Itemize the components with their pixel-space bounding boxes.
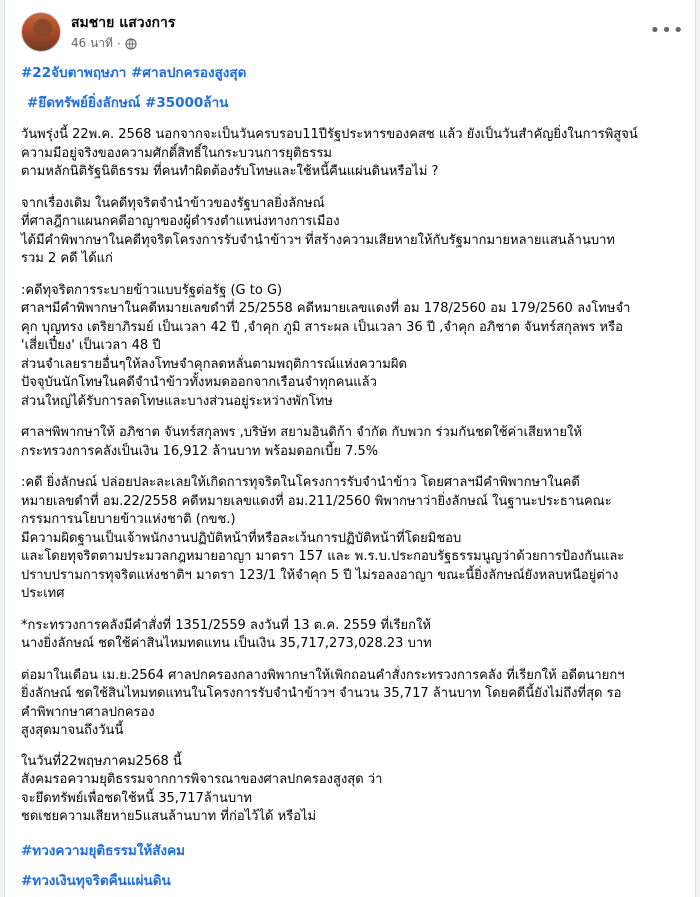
text-line: คุก บุญทรง เตริยาภิรมย์ เป็นเวลา 42 ปี ,จำคุก ภูมิ สาระผล เป็นเวลา 36 ปี ,จำคุก อภิชาต จันทร์สกุลพร หรือ (21, 319, 623, 335)
post-paragraph (21, 126, 689, 182)
text-line: กรรมการนโยบายข้าวแห่งชาติ (กขช.) (21, 512, 236, 527)
text-line: กระทรวงการคลังเป็นเงิน 16,912 ล้านบาท พร้อมดอกเบี้ย 7.5% (21, 443, 379, 459)
text-line: จากเรื่องเดิม ในคดีทุจริตจำนำข้าวของรัฐบาลยิ่งลักษณ์ (21, 195, 325, 211)
hashtag-link[interactable]: #ศาลปกครองสูงสุด (131, 65, 247, 81)
text-line: :คดี ยิ่งลักษณ์ ปล่อยปละละเลยให้เกิดการทุจริตในโครงการรับจำนำข้าว โดยศาลฯมีคำพิพากษาในคดี (21, 475, 580, 490)
post-paragraph (21, 474, 689, 604)
hashtag-line-2 (21, 93, 689, 113)
hashtag-link[interactable]: #22จับตาพฤษภา (21, 65, 127, 81)
text-line: และโดยทุจริตตามประมวลกฎหมายอาญา มาตรา 157 และ พ.ร.บ.ประกอบรัฐธรรมนูญว่าด้วยการป้องกันและ (21, 549, 625, 564)
post-paragraph (21, 667, 689, 741)
hashtag-line-3 (21, 841, 689, 861)
post-time[interactable]: 46 นาที (71, 36, 113, 50)
text-line: มีความผิดฐานเป็นเจ้าพนักงานปฏิบัติหน้าที่หรือละเว้นการปฏิบัติหน้าที่โดยมิชอบ (21, 530, 462, 546)
text-line: นางยิ่งลักษณ์ ชดใช้ค่าสินไหมทดแทน เป็นเงิน 35,717,273,028.23 บาท (21, 636, 432, 651)
text-line: ส่วนจำเลยรายอื่นๆให้ลงโทษจำคุกลดหลั่นตามพฤติการณ์แห่งความผิด (21, 356, 407, 372)
hashtag-link[interactable]: #ยึดทรัพย์ยิ่งลักษณ์ (27, 95, 141, 111)
text-line: *กระทรวงการคลังมีคำสั่งที่ 1351/2559 ลงวันที่ 13 ต.ค. 2559 ที่เรียกให้ (21, 617, 431, 633)
text-line: หมายเลขดำที่ อม.22/2558 คดีหมายเลขแดงที่ อม.211/2560 พิพากษาว่ายิ่งลักษณ์ ในฐานะประธานคณะ (21, 493, 612, 509)
text-line: ประเทศ (21, 586, 65, 601)
text-line: 'เสี่ยเปี๋ยง' เป็นเวลา 48 ปี (21, 338, 161, 353)
text-line: ต่อมาในเดือน เม.ย.2564 ศาลปกครองกลางพิพากษาให้เพิกถอนคำสั่งกระทรวงการคลัง ที่เรียกให้ อดีตนายกฯ (21, 667, 625, 683)
text-line: ส่วนใหญ่ได้รับการลดโทษและบางส่วนอยู่ระหว่างพักโทษ (21, 393, 333, 409)
post-paragraph (21, 282, 689, 412)
post-body (21, 60, 689, 891)
text-line: วันพรุ่งนี้ 22พ.ค. 2568 นอกจากจะเป็นวันครบรอบ11ปีรัฐประหารของคสช แล้ว ยังเป็นวันสำคัญยิ่งในการพิสูจน์ (21, 127, 638, 142)
text-line: ความมีอยู่จริงของความศักดิ์สิทธิ์ในกระบวนการยุติธรรม (21, 145, 332, 161)
text-line: จะยึดทรัพย์เพื่อชดใช้หนี้ 35,717ล้านบาท (21, 790, 253, 806)
post-paragraph (21, 617, 689, 654)
text-line: :คดีทุจริตการระบายข้าวแบบรัฐต่อรัฐ (G to G) (21, 282, 283, 298)
avatar[interactable] (21, 12, 61, 52)
text-line: ปราบปรามการทุจริตแห่งชาติฯ มาตรา 123/1 ให้จำคุก 5 ปี ไม่รอลงอาญา ขณะนี้ยิ่งลักษณ์ยังหลบหนีอยู่ต่าง (21, 567, 619, 583)
post-paragraph (21, 195, 689, 269)
hashtag-link[interactable]: #35000ล้าน (145, 95, 229, 111)
text-line: รวม 2 คดี ได้แก่ (21, 251, 113, 266)
more-options-button[interactable]: ••• (649, 19, 685, 41)
hashtag-line-1 (21, 63, 689, 83)
globe-icon (125, 38, 137, 50)
text-line: สูงสุดมาจนถึงวันนี้ (21, 723, 124, 738)
text-line: ที่ศาลฎีกาแผนกคดีอาญาของผู้ดำรงตำแหน่งทางการเมือง (21, 214, 340, 229)
meta-separator: · (116, 36, 121, 51)
text-line: ตามหลักนิติรัฐนิติธรรม ที่คนทำผิดต้องรับโทษและใช้หนี้คืนแผ่นดินหรือไม่ ? (21, 164, 439, 179)
post-text (21, 126, 689, 827)
post-meta (71, 34, 137, 53)
post-header (5, 0, 695, 66)
post-paragraph (21, 753, 689, 827)
text-line: สังคมรอความยุติธรรมจากการพิจารณาของศาลปกครองสูงสุด ว่า (21, 772, 383, 787)
hashtag-line-4 (21, 871, 689, 891)
text-line: ในวันที่22พฤษภาคม2568 นี้ (21, 753, 182, 769)
text-line: ศาลฯพิพากษาให้ อภิชาต จันทร์สกุลพร ,บริษัท สยามอินดิก้า จำกัด กับพวก ร่วมกันชดใช้ค่าเสียหายให้ (21, 425, 582, 440)
author-name[interactable]: สมชาย แสวงการ (71, 15, 176, 31)
text-line: คำพิพากษาศาลปกครอง (21, 704, 155, 720)
text-line: ปัจจุบันนักโทษในคดีจำนำข้าวทั้งหมดออกจากเรือนจำทุกคนแล้ว (21, 375, 377, 390)
post-paragraph (21, 424, 689, 461)
hashtag-link[interactable]: #ทวงเงินทุจริตคืนแผ่นดิน (21, 872, 171, 889)
post-card (4, 0, 696, 897)
text-line: ได้มีคำพิพากษาในคดีทุจริตโครงการรับจำนำข้าวฯ ที่สร้างความเสียหายให้กับรัฐมากมายหลายแสนล้านบาท (21, 232, 615, 248)
text-line: ศาลฯมีคำพิพากษาในคดีหมายเลขดำที่ 25/2558 คดีหมายเลขแดงที่ อม 178/2560 อม 179/2560 ลงโทษจำ (21, 301, 631, 316)
hashtag-link[interactable]: #ทวงความยุติธรรมให้สังคม (21, 842, 186, 859)
text-line: ชดเชยความเสียหาย5แสนล้านบาท ที่ก่อไว้ได้ หรือไม่ (21, 809, 317, 824)
text-line: ยิ่งลักษณ์ ชดใช้สินไหมทดแทนในโครงการรับจำนำข้าวฯ จำนวน 35,717 ล้านบาท โดยคดีนี้ยังไม่ถึงที่สุด รอ (21, 686, 622, 701)
